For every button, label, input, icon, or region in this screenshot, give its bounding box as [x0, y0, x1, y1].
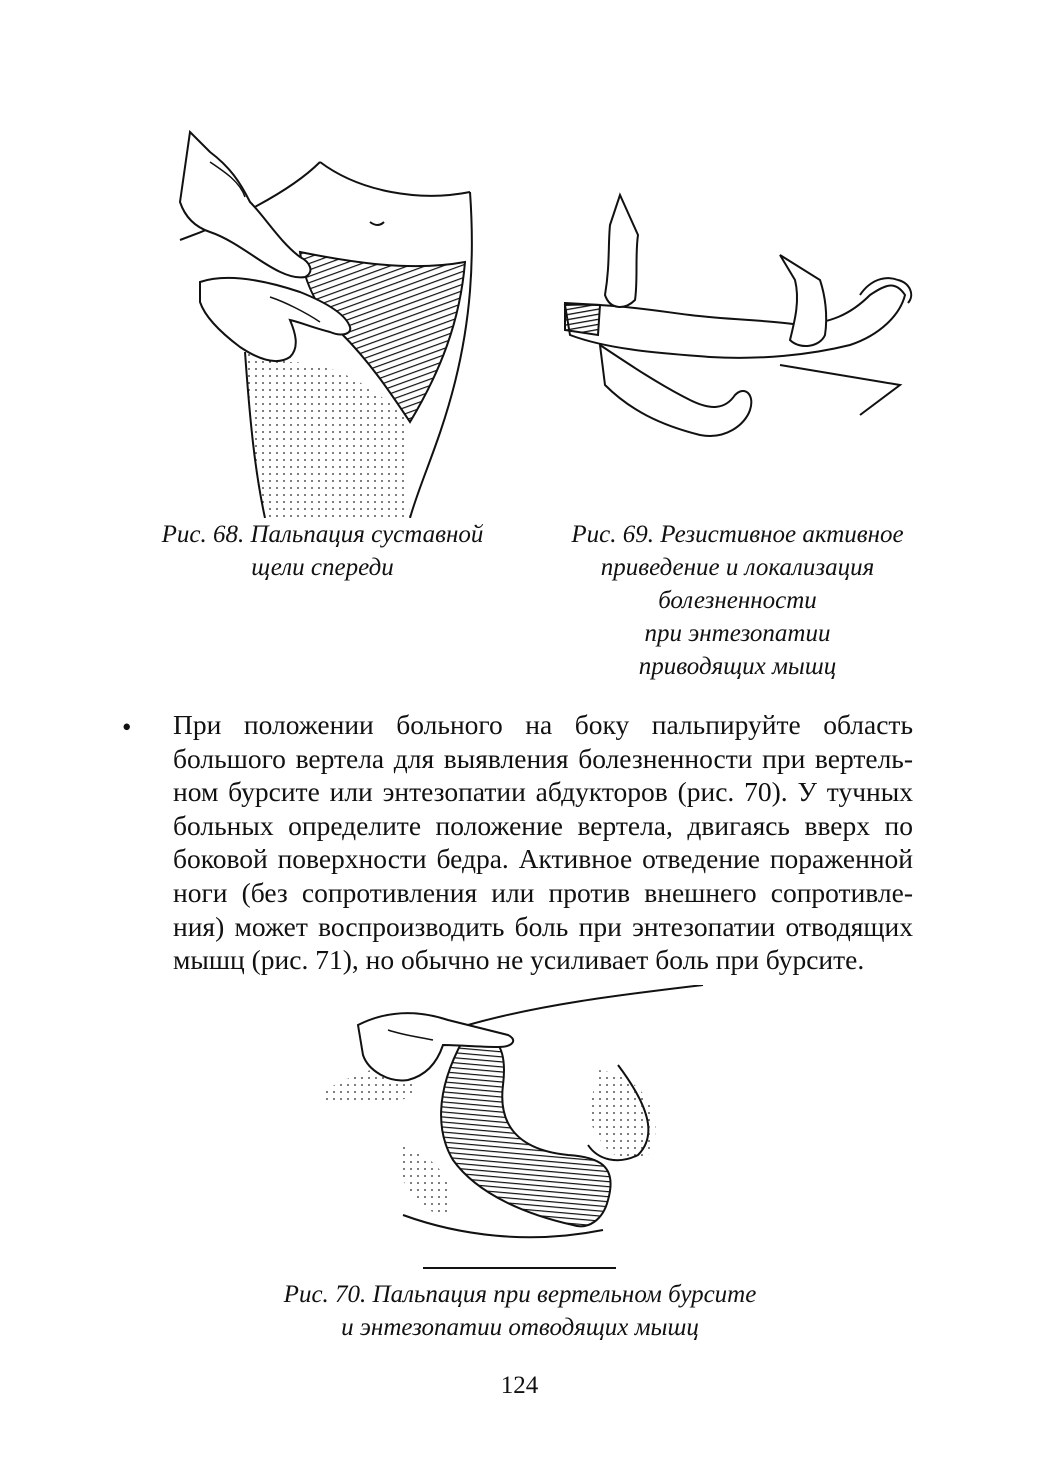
caption-line: Рис. 70. Пальпация при вертельном бурсите [283, 1281, 757, 1308]
bullet-marker: • [122, 712, 132, 742]
caption-separator [423, 1267, 616, 1269]
paragraph-line: больных определите положение вертела, двигаясь вверх по [173, 809, 913, 841]
figure-70-caption [220, 1278, 820, 1344]
caption-line: болезненности [658, 587, 817, 614]
body-paragraph [173, 708, 913, 977]
caption-line: Рис. 69. Резистивное активное [571, 521, 904, 548]
figure-69-illustration [550, 185, 920, 455]
caption-line: при энтезопатии [644, 620, 831, 647]
paragraph-line: мышц (рис. 71), но обычно не усиливает боль при бурсите. [173, 944, 865, 976]
caption-line: щели спереди [251, 554, 394, 581]
leg-adduction-illustration-icon [550, 185, 920, 455]
figure-68-caption [140, 518, 505, 584]
paragraph-line: При положении больного на боку пальпируйте область [173, 709, 913, 740]
page-number: 124 [500, 1372, 539, 1399]
paragraph-line: ноги (без сопротивления или против внешнего сопротивле- [173, 876, 913, 908]
figure-69-caption [540, 518, 935, 683]
trochanter-palpation-illustration-icon [318, 985, 718, 1270]
caption-line: приведение и локализация [600, 554, 875, 581]
paragraph-line: боковой поверхности бедра. Активное отведение пораженной [173, 843, 913, 875]
figure-68-illustration [170, 122, 490, 518]
paragraph-line: ния) может воспроизводить боль при энтезопатии отводящих [173, 910, 913, 942]
caption-line: и энтезопатии отводящих мышц [341, 1314, 699, 1341]
caption-line: приводящих мышц [638, 653, 837, 680]
paragraph-line: ном бурсите или энтезопатии абдукторов (рис. 70). У тучных [173, 776, 913, 808]
caption-line: Рис. 68. Пальпация суставной [161, 521, 484, 548]
hip-palpation-illustration-icon [170, 122, 490, 518]
figure-70-illustration [318, 985, 718, 1270]
paragraph-line: большого вертела для выявления болезненности при вертель- [173, 742, 913, 774]
